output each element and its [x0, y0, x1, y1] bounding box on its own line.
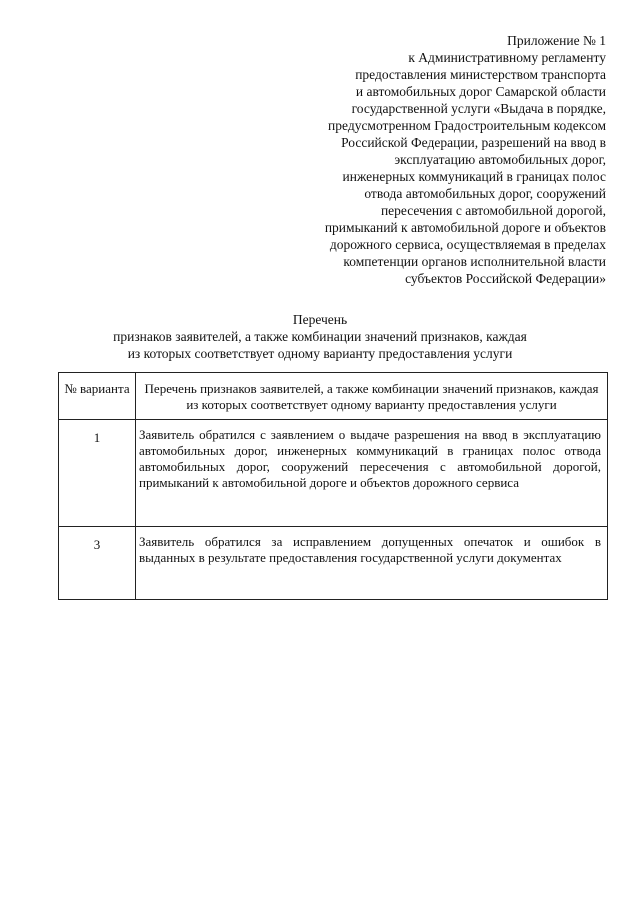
appendix-header — [276, 32, 606, 287]
appendix-line: эксплуатацию автомобильных дорог, — [394, 152, 606, 167]
variant-description-cell: Заявитель обратился с заявлением о выдаче разрешения на ввод в эксплуатацию автомобильных дорог, инженерных коммуникаций в границах полос отвода автомобильных дорог, сооружений пересечения с автомобильной дорогой, примыканий к автомобильной дороге и объектов дорожного сервиса — [136, 420, 608, 527]
appendix-line: к Административному регламенту — [408, 50, 606, 65]
variant-description-header: Перечень признаков заявителей, а также комбинации значений признаков, каждая из которых соответствует одному варианту предоставления услуги — [136, 373, 608, 420]
appendix-line: компетенции органов исполнительной власти — [343, 254, 606, 269]
variants-table — [58, 372, 608, 600]
appendix-line: субъектов Российской Федерации» — [405, 271, 606, 286]
appendix-line: отвода автомобильных дорог, сооружений — [364, 186, 606, 201]
appendix-line: Российской Федерации, разрешений на ввод в — [341, 135, 606, 150]
appendix-line: пересечения с автомобильной дорогой, — [380, 203, 606, 218]
document-heading — [0, 311, 640, 362]
table-row — [59, 527, 608, 600]
variant-number-cell: 3 — [59, 527, 136, 600]
variant-number-header: № варианта — [59, 373, 136, 420]
document-subtitle-line: признаков заявителей, а также комбинации значений признаков, каждая — [113, 329, 527, 344]
appendix-line: и автомобильных дорог Самарской области — [355, 84, 606, 99]
document-title: Перечень — [292, 312, 348, 327]
variant-number-cell: 1 — [59, 420, 136, 527]
appendix-line: примыканий к автомобильной дороге и объектов — [324, 220, 606, 235]
appendix-line: предоставления министерством транспорта — [355, 67, 606, 82]
variant-description-cell: Заявитель обратился за исправлением допущенных опечаток и ошибок в выданных в результате предоставления государственной услуги документах — [136, 527, 608, 600]
appendix-line: Приложение № 1 — [507, 33, 606, 48]
appendix-line: дорожного сервиса, осуществляемая в пределах — [329, 237, 606, 252]
appendix-line: государственной услуги «Выдача в порядке, — [351, 101, 606, 116]
table-header-row — [59, 373, 608, 420]
appendix-line: предусмотренном Градостроительным кодексом — [328, 118, 606, 133]
appendix-line: инженерных коммуникаций в границах полос — [342, 169, 606, 184]
table-row — [59, 420, 608, 527]
document-subtitle-line: из которых соответствует одному варианту предоставления услуги — [127, 346, 513, 361]
